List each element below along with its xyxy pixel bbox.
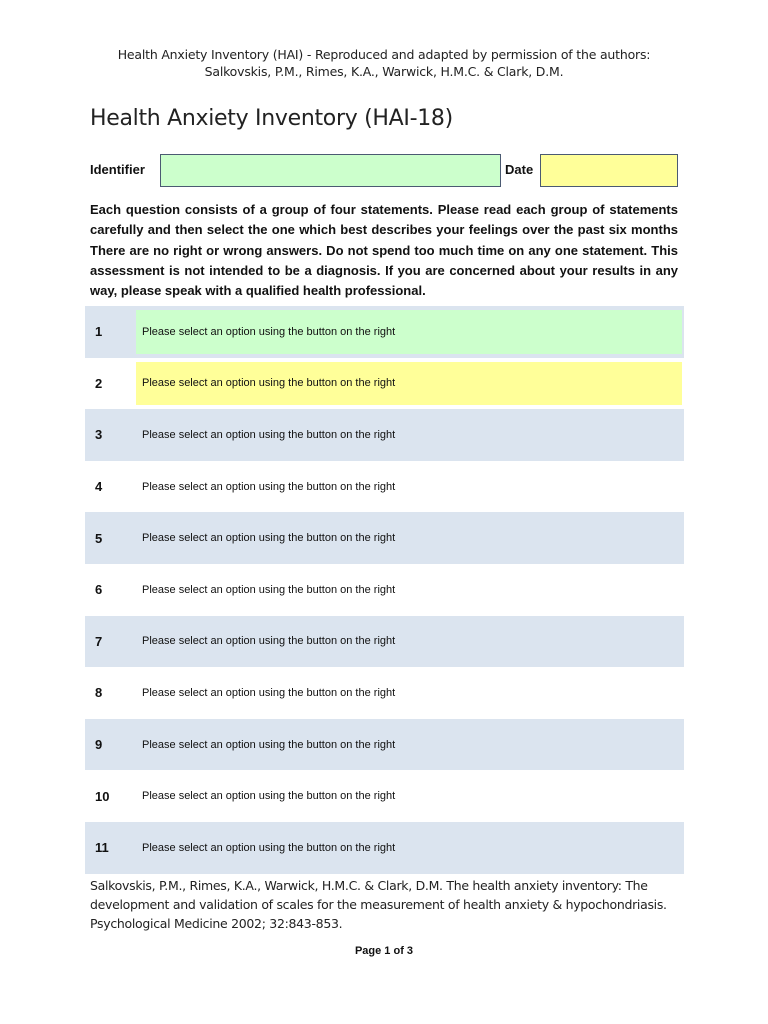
question-number: 4	[95, 479, 103, 495]
question-answer-field[interactable]: Please select an option using the button on the right	[142, 635, 396, 648]
question-row	[85, 719, 684, 771]
date-field[interactable]	[540, 154, 678, 187]
question-answer-field[interactable]: Please select an option using the button on the right	[142, 480, 396, 493]
question-number: 3	[95, 427, 103, 443]
question-number: 1	[95, 324, 103, 340]
attribution-line-2: Salkovskis, P.M., Rimes, K.A., Warwick, H.M.C. & Clark, D.M.	[204, 64, 564, 79]
question-row	[85, 822, 684, 874]
question-number: 2	[95, 375, 103, 391]
question-answer-field[interactable]: Please select an option using the button on the right	[142, 738, 396, 751]
question-row	[85, 306, 684, 358]
citation-line-2: development and validation of scales for the measurement of health anxiety & hypochondriasis.	[90, 897, 667, 912]
question-number: 10	[95, 788, 110, 804]
question-row	[85, 358, 684, 410]
citation	[90, 876, 690, 933]
question-row	[85, 409, 684, 461]
question-list	[85, 306, 684, 874]
question-answer-field[interactable]: Please select an option using the button on the right	[142, 686, 396, 699]
question-number: 11	[95, 840, 109, 856]
question-answer-field[interactable]: Please select an option using the button on the right	[142, 428, 396, 441]
question-row	[85, 667, 684, 719]
instructions-text: Each question consists of a group of four statements. Please read each group of statements carefully and then select the one which best describes your feelings over the past six months There are no right or wrong answers. Do not spend too much time on any one statement. This assessment is not intended to be a diagnosis. If you are concerned about your results in any way, please speak with a qualified health professional.	[90, 202, 678, 299]
question-row	[85, 512, 684, 564]
question-number: 5	[95, 530, 103, 546]
attribution-header	[60, 46, 708, 80]
question-row	[85, 564, 684, 616]
question-number: 7	[95, 633, 103, 649]
identifier-label: Identifier	[90, 162, 145, 177]
date-label: Date	[505, 162, 534, 177]
question-number: 8	[95, 685, 103, 701]
attribution-line-1: Health Anxiety Inventory (HAI) - Reproduced and adapted by permission of the authors:	[117, 47, 651, 62]
question-answer-field[interactable]: Please select an option using the button on the right	[142, 841, 396, 854]
page-number: Page 1 of 3	[354, 945, 414, 957]
question-answer-field[interactable]: Please select an option using the button on the right	[136, 362, 682, 406]
question-row	[85, 616, 684, 668]
identifier-field[interactable]	[160, 154, 501, 187]
citation-line-3: Psychological Medicine 2002; 32:843-853.	[90, 916, 343, 931]
question-answer-field[interactable]: Please select an option using the button on the right	[142, 583, 396, 596]
question-number: 9	[95, 737, 103, 753]
question-row	[85, 461, 684, 513]
question-answer-field[interactable]: Please select an option using the button on the right	[142, 532, 396, 545]
page-title: Health Anxiety Inventory (HAI-18)	[90, 106, 453, 131]
question-answer-field[interactable]: Please select an option using the button on the right	[142, 790, 396, 803]
question-number: 6	[95, 582, 103, 598]
citation-line-1: Salkovskis, P.M., Rimes, K.A., Warwick, H.M.C. & Clark, D.M. The health anxiety inventory: The	[90, 878, 648, 893]
question-answer-field[interactable]: Please select an option using the button on the right	[136, 310, 682, 354]
question-row	[85, 770, 684, 822]
